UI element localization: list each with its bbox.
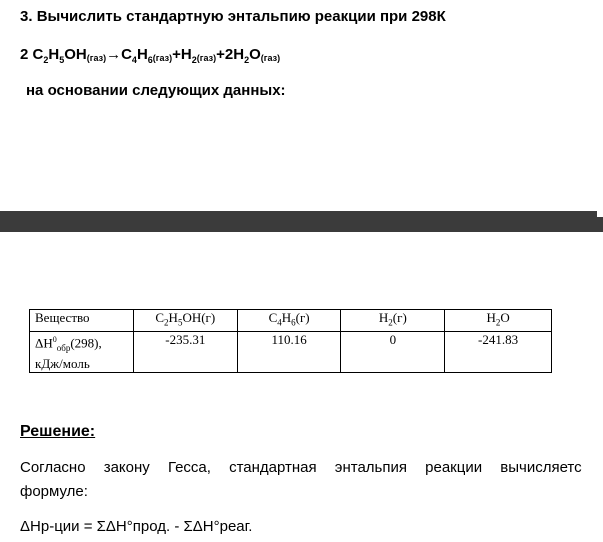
row-label: $\Delta H^0_{обр}(298)$, кДж/моль xyxy=(30,331,134,372)
paragraph-line-2: формуле: xyxy=(20,483,88,500)
arrow-icon: → xyxy=(106,46,122,63)
task-text: Вычислить стандартную энтальпию реакции при 298К xyxy=(36,8,446,25)
header-ethanol: $C_2H_5OH(г)$ xyxy=(133,310,237,332)
band-corner xyxy=(597,211,603,217)
header-hydrogen: $H_2(г)$ xyxy=(341,310,445,332)
page-divider-band xyxy=(0,211,603,232)
table-row xyxy=(30,331,552,372)
thermo-data-table xyxy=(29,309,552,373)
task-heading xyxy=(20,8,446,25)
value-hydrogen: 0 xyxy=(341,331,445,372)
hess-formula: ΔНр-ции = ΣΔН°прод. - ΣΔН°реаг. xyxy=(20,518,253,535)
intro-text: на основании следующих данных: xyxy=(26,82,286,99)
header-butadiene: $C_4H_6(г)$ xyxy=(237,310,341,332)
task-number: 3. xyxy=(20,8,33,25)
header-label: Вещество xyxy=(30,310,134,332)
solution-paragraph xyxy=(20,456,603,504)
value-water: -241.83 xyxy=(445,331,552,372)
table-header-row xyxy=(30,310,552,332)
header-water: $H_2O$ xyxy=(445,310,552,332)
solution-title: Решение: xyxy=(20,423,96,440)
value-ethanol: -235.31 xyxy=(133,331,237,372)
paragraph-line-1: Согласно закону Гесса, стандартная энтальпия реакции вычисляетс xyxy=(20,459,582,476)
reaction-equation: 2 $C_2H_5OH(газ)\to C_4H_6(газ)+H_2(газ)+2H_2O(газ)$ xyxy=(20,46,281,65)
value-butadiene: 110.16 xyxy=(237,331,341,372)
